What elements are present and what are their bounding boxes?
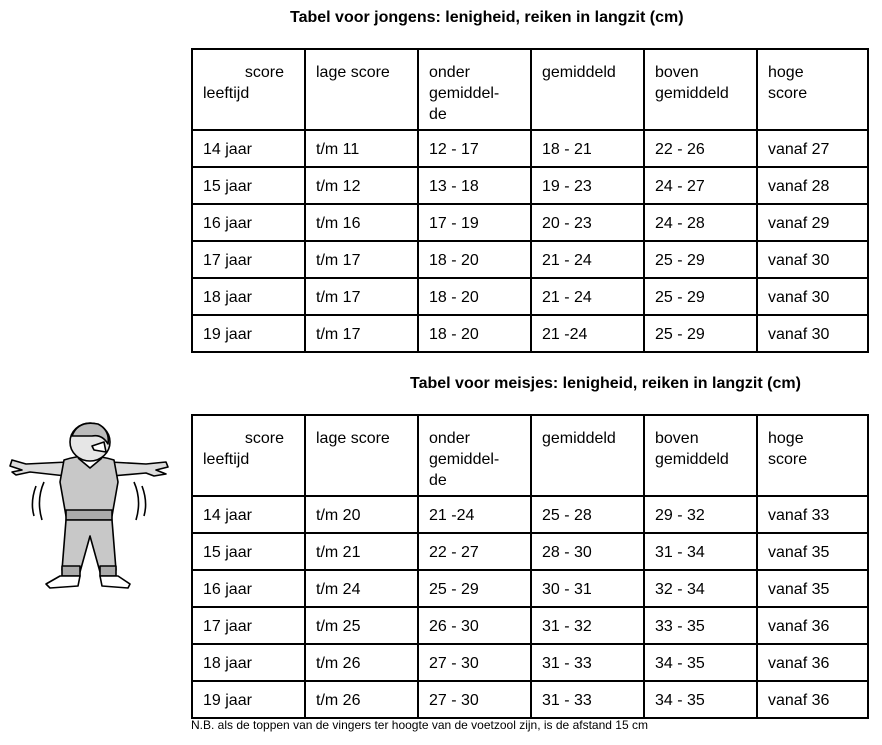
cell-below-average: 12 - 17: [418, 130, 531, 167]
cell-high-score: vanaf 33: [757, 496, 868, 533]
table-row: [192, 278, 868, 315]
cell-low-score: t/m 17: [305, 241, 418, 278]
cell-age: 17 jaar: [192, 241, 305, 278]
cell-age: 19 jaar: [192, 315, 305, 352]
cell-below-average: 18 - 20: [418, 315, 531, 352]
cell-above-average: 29 - 32: [644, 496, 757, 533]
cell-above-average: 25 - 29: [644, 241, 757, 278]
header-below-average: onder gemiddel- de: [418, 415, 531, 496]
cell-below-average: 18 - 20: [418, 278, 531, 315]
cell-below-average: 27 - 30: [418, 644, 531, 681]
header-above-average: boven gemiddeld: [644, 415, 757, 496]
cell-average: 19 - 23: [531, 167, 644, 204]
cell-high-score: vanaf 35: [757, 533, 868, 570]
cell-high-score: vanaf 30: [757, 278, 868, 315]
stretching-person-illustration: [6, 420, 174, 600]
cell-age: 17 jaar: [192, 607, 305, 644]
cell-below-average: 27 - 30: [418, 681, 531, 718]
cell-below-average: 17 - 19: [418, 204, 531, 241]
cell-low-score: t/m 20: [305, 496, 418, 533]
table-row: [192, 130, 868, 167]
cell-below-average: 18 - 20: [418, 241, 531, 278]
boys-flexibility-table: [191, 48, 869, 353]
header-above-average: boven gemiddeld: [644, 49, 757, 130]
cell-age: 16 jaar: [192, 204, 305, 241]
cell-above-average: 24 - 27: [644, 167, 757, 204]
cell-high-score: vanaf 30: [757, 315, 868, 352]
cell-age: 19 jaar: [192, 681, 305, 718]
stretching-person-icon: [6, 420, 174, 600]
cell-average: 18 - 21: [531, 130, 644, 167]
cell-above-average: 33 - 35: [644, 607, 757, 644]
cell-low-score: t/m 17: [305, 278, 418, 315]
header-average: gemiddeld: [531, 415, 644, 496]
table-row: [192, 167, 868, 204]
header-age-label: leeftijd: [203, 85, 250, 102]
cell-high-score: vanaf 28: [757, 167, 868, 204]
cell-high-score: vanaf 36: [757, 607, 868, 644]
cell-low-score: t/m 26: [305, 681, 418, 718]
cell-above-average: 24 - 28: [644, 204, 757, 241]
cell-above-average: 25 - 29: [644, 315, 757, 352]
cell-above-average: 25 - 29: [644, 278, 757, 315]
table-row: [192, 644, 868, 681]
cell-average: 21 - 24: [531, 278, 644, 315]
cell-average: 28 - 30: [531, 533, 644, 570]
boys-table-title: Tabel voor jongens: lenigheid, reiken in langzit (cm): [290, 9, 684, 26]
cell-above-average: 34 - 35: [644, 644, 757, 681]
cell-age: 15 jaar: [192, 533, 305, 570]
cell-above-average: 34 - 35: [644, 681, 757, 718]
table-row: [192, 204, 868, 241]
table-row: [192, 607, 868, 644]
cell-age: 14 jaar: [192, 496, 305, 533]
cell-low-score: t/m 12: [305, 167, 418, 204]
cell-low-score: t/m 26: [305, 644, 418, 681]
cell-average: 25 - 28: [531, 496, 644, 533]
cell-average: 31 - 33: [531, 681, 644, 718]
cell-low-score: t/m 25: [305, 607, 418, 644]
cell-below-average: 21 -24: [418, 496, 531, 533]
cell-low-score: t/m 17: [305, 315, 418, 352]
header-low-score: lage score: [305, 415, 418, 496]
cell-high-score: vanaf 27: [757, 130, 868, 167]
cell-high-score: vanaf 36: [757, 681, 868, 718]
header-score-label: score: [244, 430, 284, 447]
header-high-score: hoge score: [757, 49, 868, 130]
girls-table-title: Tabel voor meisjes: lenigheid, reiken in langzit (cm): [410, 375, 801, 392]
table-row: [192, 241, 868, 278]
cell-above-average: 31 - 34: [644, 533, 757, 570]
cell-average: 20 - 23: [531, 204, 644, 241]
cell-high-score: vanaf 36: [757, 644, 868, 681]
table-header-row: [192, 49, 868, 130]
header-high-score: hoge score: [757, 415, 868, 496]
cell-above-average: 32 - 34: [644, 570, 757, 607]
header-corner: [192, 415, 305, 496]
cell-below-average: 13 - 18: [418, 167, 531, 204]
cell-below-average: 22 - 27: [418, 533, 531, 570]
cell-high-score: vanaf 35: [757, 570, 868, 607]
cell-low-score: t/m 21: [305, 533, 418, 570]
header-age-label: leeftijd: [203, 451, 250, 468]
girls-flexibility-table: [191, 414, 869, 719]
cell-average: 21 -24: [531, 315, 644, 352]
table-row: [192, 570, 868, 607]
cell-age: 18 jaar: [192, 278, 305, 315]
cell-below-average: 26 - 30: [418, 607, 531, 644]
cell-low-score: t/m 24: [305, 570, 418, 607]
cell-age: 15 jaar: [192, 167, 305, 204]
cell-above-average: 22 - 26: [644, 130, 757, 167]
table-header-row: [192, 415, 868, 496]
footnote: N.B. als de toppen van de vingers ter hoogte van de voetzool zijn, is de afstand 15 cm: [191, 718, 648, 732]
header-below-average: onder gemiddel- de: [418, 49, 531, 130]
cell-average: 31 - 32: [531, 607, 644, 644]
header-average: gemiddeld: [531, 49, 644, 130]
table-row: [192, 533, 868, 570]
table-row: [192, 681, 868, 718]
cell-low-score: t/m 16: [305, 204, 418, 241]
table-row: [192, 496, 868, 533]
table-row: [192, 315, 868, 352]
cell-low-score: t/m 11: [305, 130, 418, 167]
cell-high-score: vanaf 29: [757, 204, 868, 241]
cell-age: 14 jaar: [192, 130, 305, 167]
cell-age: 18 jaar: [192, 644, 305, 681]
header-low-score: lage score: [305, 49, 418, 130]
cell-below-average: 25 - 29: [418, 570, 531, 607]
cell-average: 31 - 33: [531, 644, 644, 681]
cell-average: 30 - 31: [531, 570, 644, 607]
cell-high-score: vanaf 30: [757, 241, 868, 278]
cell-age: 16 jaar: [192, 570, 305, 607]
header-score-label: score: [244, 64, 284, 81]
cell-average: 21 - 24: [531, 241, 644, 278]
header-corner: [192, 49, 305, 130]
